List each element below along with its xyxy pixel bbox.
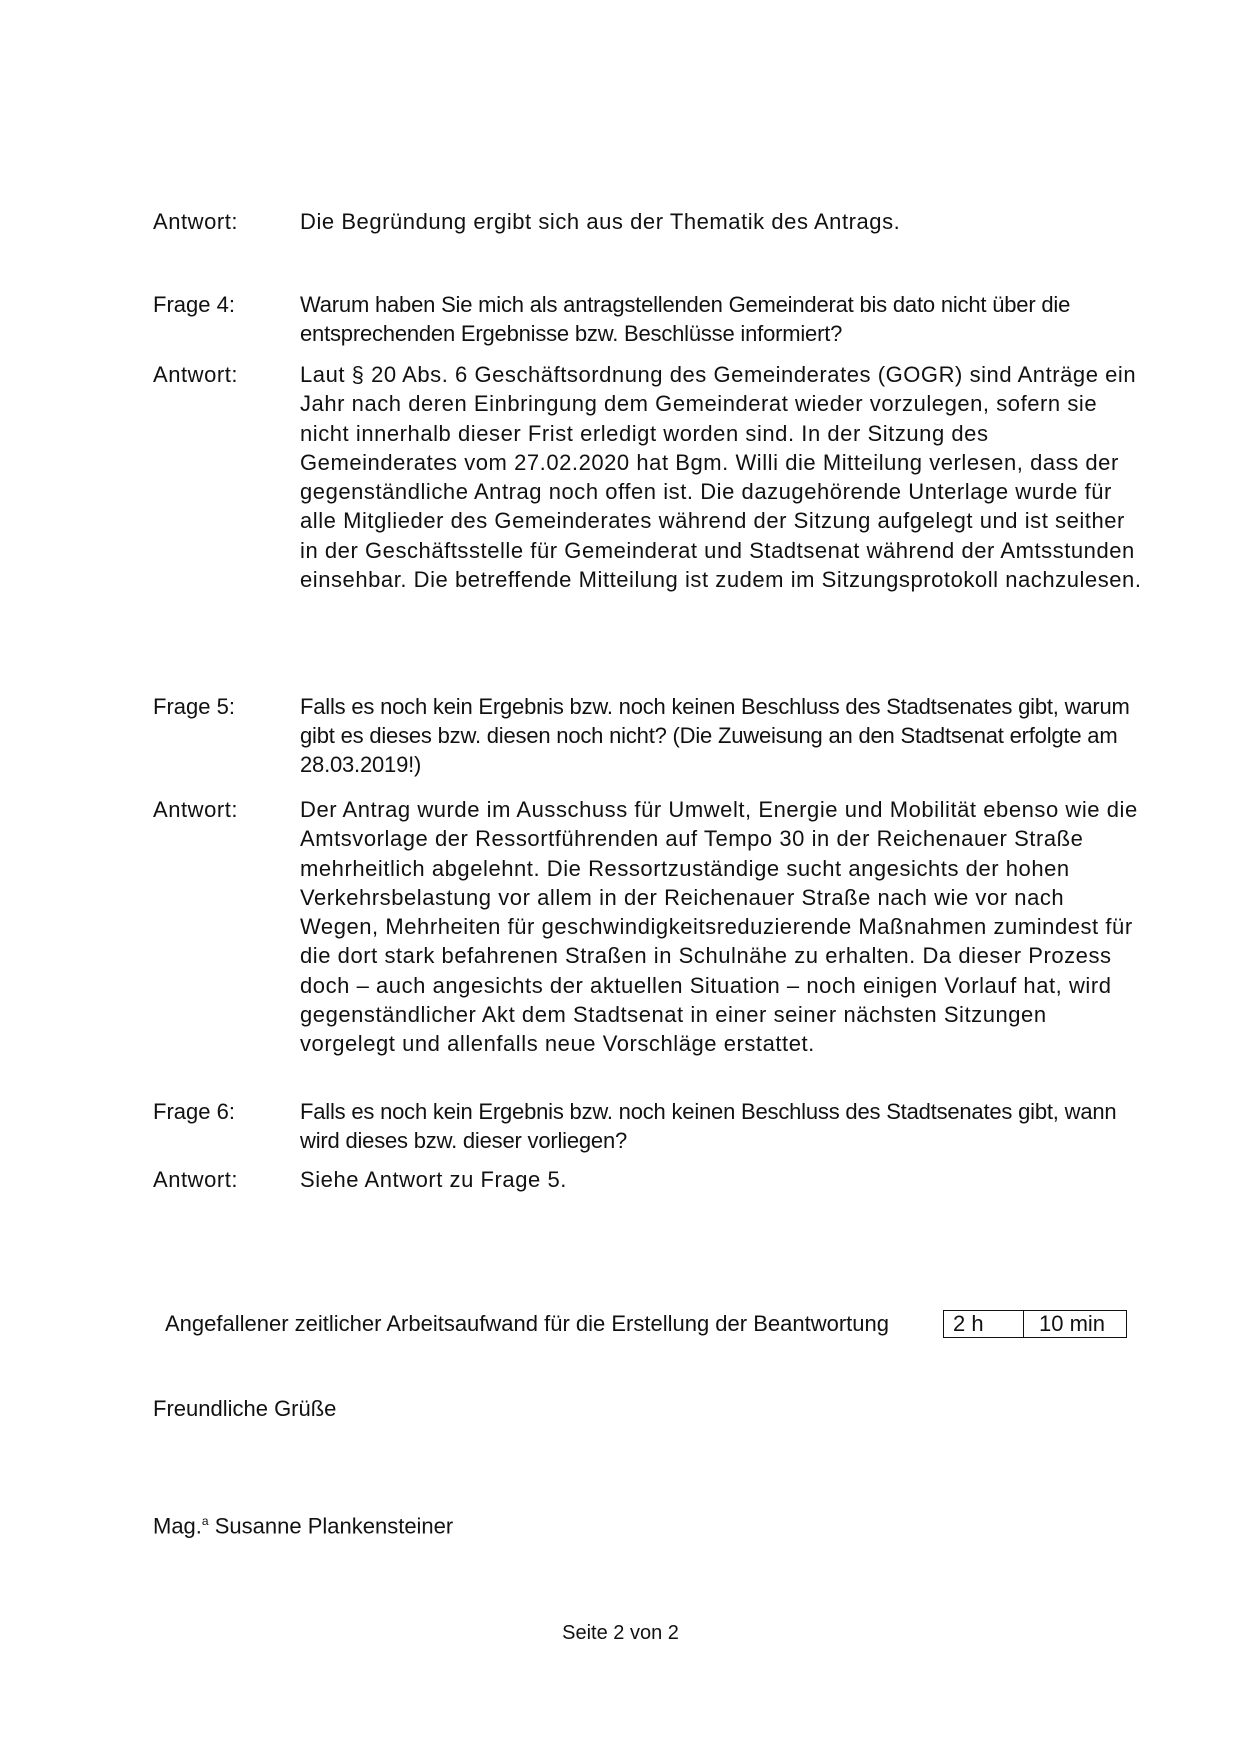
- question-label: Frage 4:: [153, 292, 235, 317]
- effort-row: [165, 1310, 1127, 1338]
- effort-hours: 2 h: [944, 1311, 1024, 1337]
- question-block-5: [153, 692, 1143, 779]
- answer-text: Laut § 20 Abs. 6 Geschäftsordnung des Gemeinderates (GOGR) sind Anträge ein Jahr nach deren Einbringung dem Gemeinderat wieder vorzulegen, sofern sie nicht innerhalb dieser Frist erledigt worden sind. In der Sitzung des Gemeinderates vom 27.02.2020 hat Bgm. Willi die Mitteilung verlesen, dass der gegenständliche Antrag noch offen ist. Die dazugehörende Unterlage wurde für alle Mitglieder des Gemeinderates während der Sitzung aufgelegt und ist seither in der Geschäftsstelle für Gemeinderat und Stadtsenat während der Amtsstunden einsehbar. Die betreffende Mitteilung ist zudem im Sitzungsprotokoll nachzulesen.: [300, 362, 1142, 593]
- answer-label: Antwort:: [153, 362, 239, 387]
- effort-label: Angefallener zeitlicher Arbeitsaufwand für die Erstellung der Beantwortung: [165, 1311, 889, 1336]
- answer-label: Antwort:: [153, 1167, 239, 1192]
- answer-block-4: [153, 360, 1143, 594]
- question-text: Falls es noch kein Ergebnis bzw. noch keinen Beschluss des Stadtsenates gibt, wann wird dieses bzw. dieser vorliegen?: [300, 1099, 1117, 1153]
- answer-block-3: [153, 207, 1143, 236]
- greeting: Freundliche Grüße: [153, 1396, 337, 1421]
- answer-text: Der Antrag wurde im Ausschuss für Umwelt, Energie und Mobilität ebenso wie die Amtsvorlage der Ressortführenden auf Tempo 30 in der Reichenauer Straße mehrheitlich abgelehnt. Die Ressortzuständige sucht angesichts der hohen Verkehrsbelastung vor allem in der Reichenauer Straße nach wie vor nach Wegen, Mehrheiten für geschwindigkeitsreduzierende Maßnahmen zumindest für die dort stark befahrenen Straßen in Schulnähe zu erhalten. Da dieser Prozess doch – auch angesichts der aktuellen Situation – noch einigen Vorlauf hat, wird gegenständlicher Akt dem Stadtsenat in einer seiner nächsten Sitzungen vorgelegt und allenfalls neue Vorschläge erstattet.: [300, 797, 1138, 1057]
- answer-label: Antwort:: [153, 797, 239, 822]
- answer-block-6: [153, 1165, 1143, 1194]
- answer-block-5: [153, 795, 1143, 1059]
- answer-text: Siehe Antwort zu Frage 5.: [300, 1167, 567, 1192]
- answer-text: Die Begründung ergibt sich aus der Thematik des Antrags.: [300, 209, 901, 234]
- answer-label: Antwort:: [153, 209, 239, 234]
- question-text: Warum haben Sie mich als antragstellenden Gemeinderat bis dato nicht über die entsprechenden Ergebnisse bzw. Beschlüsse informiert?: [300, 292, 1071, 346]
- effort-box: [943, 1310, 1127, 1338]
- question-block-6: [153, 1097, 1143, 1155]
- signature: [153, 1507, 453, 1540]
- signature-title-suffix: a: [201, 1514, 209, 1528]
- effort-minutes: 10 min: [1039, 1311, 1106, 1336]
- question-label: Frage 5:: [153, 694, 235, 719]
- question-block-4: [153, 290, 1143, 348]
- page-number: Seite 2 von 2: [562, 1622, 679, 1644]
- signature-title: Mag.: [153, 1513, 202, 1539]
- question-text: Falls es noch kein Ergebnis bzw. noch keinen Beschluss des Stadtsenates gibt, warum gibt es dieses bzw. diesen noch nicht? (Die Zuweisung an den Stadtsenat erfolgte am 28.03.2019!): [300, 694, 1130, 777]
- question-label: Frage 6:: [153, 1099, 235, 1124]
- signature-name: Susanne Plankensteiner: [214, 1513, 454, 1539]
